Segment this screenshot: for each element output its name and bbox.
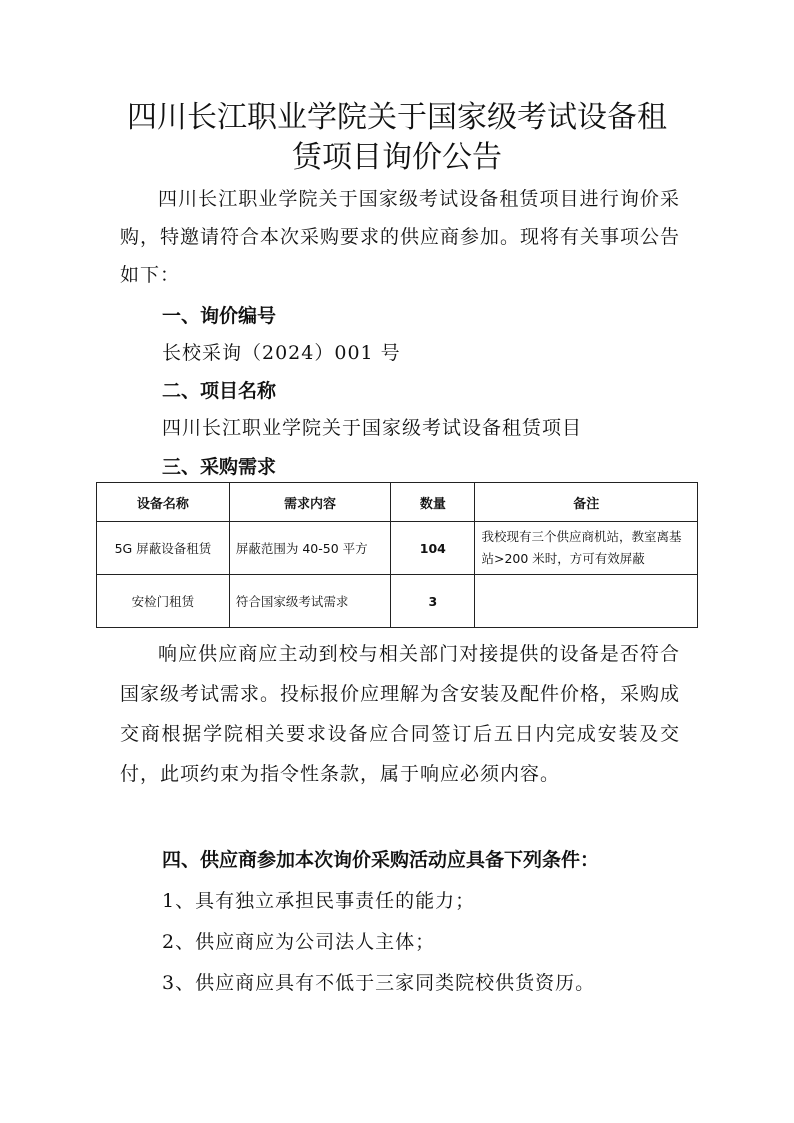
section2-heading: 二、项目名称: [162, 380, 277, 402]
title-line-2: 赁项目询价公告: [292, 140, 502, 175]
section1-heading: 一、询价编号: [162, 305, 277, 327]
table-cell: 104: [391, 522, 475, 575]
intro-paragraph: 四川长江职业学院关于国家级考试设备租赁项目进行询价采购，特邀请符合本次采购要求的供应商参加。现将有关事项公告如下：: [120, 188, 681, 286]
table-cell: [475, 575, 698, 628]
table-header-cell: 数量: [391, 483, 475, 522]
condition-item: 3、供应商应具有不低于三家同类院校供货资历。: [162, 972, 596, 994]
inquiry-number: 长校采询（2024）001 号: [162, 342, 401, 364]
table-header-cell: 备注: [475, 483, 698, 522]
table-cell: 3: [391, 575, 475, 628]
project-name: 四川长江职业学院关于国家级考试设备租赁项目: [162, 417, 583, 439]
section3-heading: 三、采购需求: [162, 456, 277, 478]
table-row: [97, 522, 698, 575]
condition-item: 2、供应商应为公司法人主体；: [162, 931, 436, 953]
title-line-1: 四川长江职业学院关于国家级考试设备租: [127, 100, 667, 135]
table-cell: 屏蔽范围为 40-50 平方: [229, 522, 390, 575]
condition-item: 1、具有独立承担民事责任的能力；: [162, 890, 476, 912]
table-cell: 5G 屏蔽设备租赁: [97, 522, 230, 575]
table-header-cell: 需求内容: [229, 483, 390, 522]
requirements-paragraph: 响应供应商应主动到校与相关部门对接提供的设备是否符合国家级考试需求。投标报价应理解为含安装及配件价格，采购成交商根据学院相关要求设备应合同签订后五日内完成安装及交付，此项约束为指令性条款，属于响应必须内容。: [120, 643, 681, 785]
table-row: [97, 575, 698, 628]
section4-heading: 四、供应商参加本次询价采购活动应具备下列条件：: [162, 849, 600, 871]
requirements-table: [96, 482, 698, 628]
table-cell: 安检门租赁: [97, 575, 230, 628]
table-cell: 符合国家级考试需求: [229, 575, 390, 628]
table-cell: 我校现有三个供应商机站，教室离基站>200 米时，方可有效屏蔽: [475, 522, 698, 575]
table-header-row: [97, 483, 698, 522]
table-header-cell: 设备名称: [97, 483, 230, 522]
